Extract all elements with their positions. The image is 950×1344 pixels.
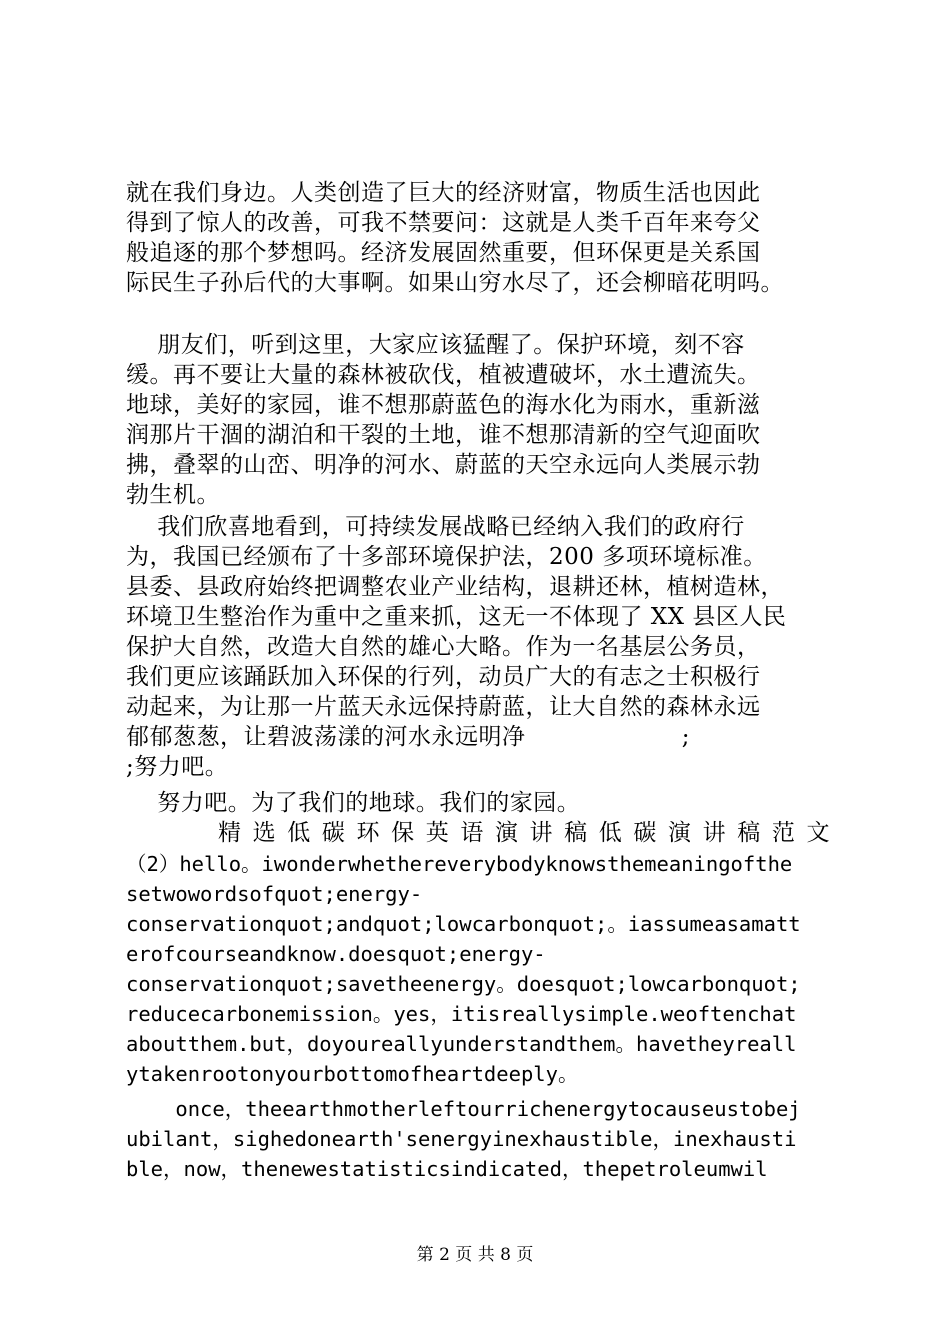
body-line: 勃生机。: [126, 482, 220, 508]
body-line: 环境卫生整治作为重中之重来抓，这无一不体现了 XX 县区人民: [126, 604, 787, 630]
body-line: conservationquot;savetheenergy。doesquot;lowcarbonquot;: [126, 972, 801, 996]
body-line: 我们更应该踊跃加入环保的行列，动员广大的有志之士积极行: [126, 664, 761, 690]
body-line: 般追逐的那个梦想吗。经济发展固然重要，但环保更是关系国: [126, 240, 761, 266]
body-line: 拂，叠翠的山峦、明净的河水、蔚蓝的天空永远向人类展示勃: [126, 452, 761, 478]
body-line: 际民生子孙后代的大事啊。如果山穷水尽了，还会柳暗花明吗。: [126, 270, 784, 296]
body-line: 保护大自然，改造大自然的雄心大略。作为一名基层公务员，: [126, 634, 761, 660]
body-line: 县委、县政府始终把调整农业产业结构，退耕还林，植树造林，: [126, 574, 784, 600]
body-line: 动起来，为让那一片蓝天永远保持蔚蓝，让大自然的森林永远: [126, 694, 761, 720]
body-line: reducecarbonemission。yes，itisreallysimple.weoftenchat: [126, 1002, 797, 1026]
body-line: setwowordsofquot;energy-: [126, 882, 423, 906]
body-line: ble，now，thenewestatisticsindicated，thepetroleumwil: [126, 1157, 768, 1181]
body-line: 努力吧。为了我们的地球。我们的家园。: [126, 790, 581, 816]
body-line: 就在我们身边。人类创造了巨大的经济财富，物质生活也因此: [126, 180, 761, 206]
body-line: ;努力吧。: [126, 754, 229, 780]
body-line: ubilant，sighedonearth'senergyinexhaustible，inexhausti: [126, 1127, 797, 1151]
section-heading: 精选低碳环保英语演讲稿低碳演讲稿范文: [218, 820, 830, 846]
body-line: 得到了惊人的改善，可我不禁要问：这就是人类千百年来夸父: [126, 210, 761, 236]
body-line: aboutthem.but，doyoureallyunderstandthem。havetheyreall: [126, 1032, 797, 1056]
body-line: 缓。再不要让大量的森林被砍伐，植被遭破坏，水土遭流失。: [126, 362, 761, 388]
body-line: once，theearthmotherleftourrichenergytocauseustobej: [126, 1097, 801, 1121]
body-line: 郁郁葱葱，让碧波荡漾的河水永远明净 ;: [126, 724, 690, 750]
body-line: 我们欣喜地看到，可持续发展战略已经纳入我们的政府行: [126, 514, 745, 540]
body-line: ytakenrootonyourbottomofheartdeeply。: [126, 1062, 579, 1086]
body-line: erofcourseandknow.doesquot;energy-: [126, 942, 546, 966]
body-line: 地球，美好的家园，谁不想那蔚蓝色的海水化为雨水，重新滋: [126, 392, 761, 418]
body-line: 润那片干涸的湖泊和干裂的土地，谁不想那清新的空气迎面吹: [126, 422, 761, 448]
body-line: （2）hello。iwonderwhethereverybodyknowsthemeaningofthe: [126, 852, 793, 876]
body-line: 为，我国已经颁布了十多部环境保护法，200 多项环境标准。: [126, 544, 767, 570]
page-number-footer: 第 2 页 共 8 页: [416, 1245, 534, 1265]
body-line: 朋友们，听到这里，大家应该猛醒了。保护环境，刻不容: [126, 332, 745, 358]
body-line: conservationquot;andquot;lowcarbonquot;。iassumeasamatt: [126, 912, 801, 936]
